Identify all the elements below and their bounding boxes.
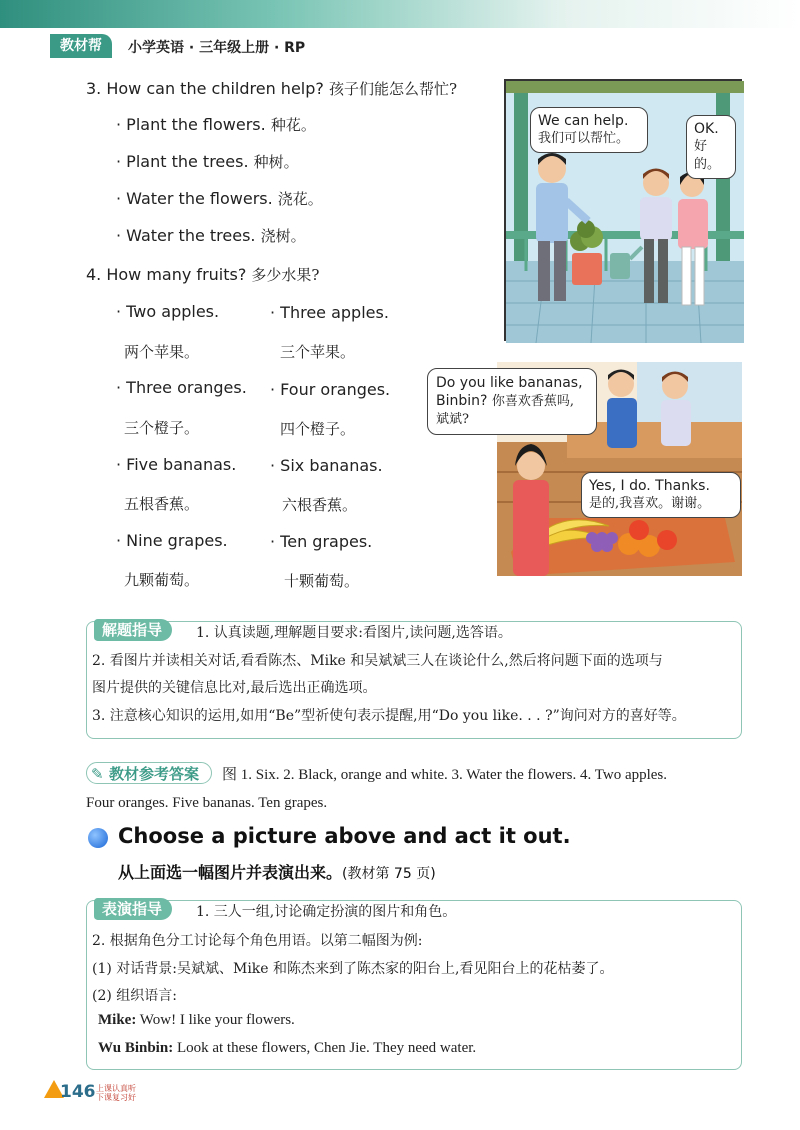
option-zh: 浇花。 bbox=[277, 190, 323, 208]
question-3-en: 3. How can the children help? bbox=[86, 79, 324, 98]
answers-line: Four oranges. Five bananas. Ten grapes. bbox=[86, 795, 328, 811]
guidance-tab-performance: 表演指导 bbox=[94, 898, 172, 920]
bubble-en: OK. bbox=[694, 121, 719, 137]
section-subtitle bbox=[118, 860, 436, 883]
speech-bubble-yes-i-do bbox=[581, 472, 741, 518]
speech-bubble-ok bbox=[686, 115, 736, 179]
bubble-zh: 是的,我喜欢。谢谢。 bbox=[589, 496, 711, 511]
option-en: · Six bananas. bbox=[270, 456, 383, 475]
speech-bubble-do-you-like-bananas bbox=[427, 368, 597, 435]
book-title: 小学英语 · 三年级上册 · RP bbox=[128, 40, 306, 56]
brand-label: 教材帮 bbox=[50, 34, 112, 58]
guidance-line: 2. 根据角色分工讨论每个角色用语。以第二幅图为例: bbox=[92, 933, 423, 949]
footer-slogan-line: 上课认真听 bbox=[96, 1084, 136, 1093]
section-subtitle-text: 从上面选一幅图片并表演出来。 bbox=[118, 863, 343, 882]
question-3-zh: 孩子们能怎么帮忙? bbox=[328, 80, 458, 98]
option-zh: 种树。 bbox=[253, 153, 299, 171]
guidance-line: 2. 看图片并读相关对话,看看陈杰、Mike 和吴斌斌三人在谈论什么,然后将问题下面的选项与 bbox=[92, 653, 663, 669]
guidance-line: (1) 对话背景:吴斌斌、Mike 和陈杰来到了陈杰家的阳台上,看见阳台上的花枯萎了。 bbox=[92, 961, 614, 977]
guidance-tab-problem: 解题指导 bbox=[94, 619, 172, 641]
guidance-line: 图片提供的关键信息比对,最后选出正确选项。 bbox=[92, 680, 377, 696]
bubble-en: Yes, I do. Thanks. bbox=[589, 478, 710, 494]
option-en: · Three oranges. bbox=[116, 378, 247, 397]
header-band bbox=[0, 0, 800, 28]
guidance-line: 1. 三人一组,讨论确定扮演的图片和角色。 bbox=[196, 904, 457, 920]
answers-tab bbox=[86, 762, 212, 784]
option-en: · Water the flowers. bbox=[116, 189, 273, 208]
option-en: · Nine grapes. bbox=[116, 531, 228, 550]
bubble-zh-line1: 你喜欢香蕉吗, bbox=[491, 394, 575, 409]
page-header bbox=[0, 34, 800, 60]
option-item bbox=[116, 188, 323, 209]
section-bullet-icon bbox=[88, 828, 108, 848]
option-en: · Three apples. bbox=[270, 303, 389, 322]
question-4-en: 4. How many fruits? bbox=[86, 265, 247, 284]
section-title: Choose a picture above and act it out. bbox=[118, 824, 571, 848]
option-zh: 三个橙子。 bbox=[124, 419, 200, 437]
option-en: · Four oranges. bbox=[270, 380, 391, 399]
bubble-en: We can help. bbox=[538, 113, 629, 129]
option-zh: 浇树。 bbox=[260, 227, 306, 245]
section-page-ref: (教材第 75 页) bbox=[342, 866, 436, 882]
dialogue-text: Look at these flowers, Chen Jie. They need water. bbox=[173, 1040, 477, 1056]
option-zh: 种花。 bbox=[270, 116, 316, 134]
speaker-name: Mike: bbox=[98, 1012, 137, 1028]
guidance-line: 3. 注意核心知识的运用,如用“Be”型祈使句表示提醒,用“Do you like. . . ?”询问对方的喜好等。 bbox=[92, 708, 686, 724]
bubble-en-line2: Binbin? bbox=[436, 393, 488, 409]
page-number: 146 bbox=[60, 1082, 96, 1102]
dialogue-line bbox=[98, 1012, 295, 1029]
bubble-zh: 我们可以帮忙。 bbox=[538, 131, 630, 146]
bubble-zh-line2: 斌斌? bbox=[436, 412, 469, 427]
speaker-name: Wu Binbin: bbox=[98, 1040, 174, 1056]
option-item bbox=[116, 151, 299, 172]
bubble-en-line1: Do you like bananas, bbox=[436, 375, 583, 391]
option-zh: 四个橙子。 bbox=[280, 420, 356, 438]
option-en: · Plant the flowers. bbox=[116, 115, 266, 134]
option-zh: 九颗葡萄。 bbox=[124, 571, 200, 589]
guidance-line: (2) 组织语言: bbox=[92, 988, 177, 1004]
speech-bubble-we-can-help bbox=[530, 107, 648, 153]
guidance-line: 1. 认真读题,理解题目要求:看图片,读问题,选答语。 bbox=[196, 625, 512, 641]
pencil-icon: ✎ bbox=[91, 765, 104, 783]
option-en: · Plant the trees. bbox=[116, 152, 249, 171]
option-en: · Ten grapes. bbox=[270, 532, 373, 551]
option-zh: 十颗葡萄。 bbox=[284, 572, 360, 590]
question-3 bbox=[86, 78, 457, 99]
illustration-fruits bbox=[436, 362, 742, 576]
option-zh: 五根香蕉。 bbox=[124, 495, 200, 513]
option-item bbox=[116, 225, 306, 246]
dialogue-text: Wow! I like your flowers. bbox=[136, 1012, 295, 1028]
question-4-zh: 多少水果? bbox=[251, 266, 320, 284]
option-zh: 三个苹果。 bbox=[280, 343, 356, 361]
option-en: · Two apples. bbox=[116, 302, 220, 321]
question-4 bbox=[86, 264, 319, 285]
option-item bbox=[116, 114, 316, 135]
option-zh: 两个苹果。 bbox=[124, 343, 200, 361]
option-en: · Five bananas. bbox=[116, 455, 237, 474]
footer-slogan-line: 下课复习好 bbox=[96, 1093, 136, 1102]
option-zh: 六根香蕉。 bbox=[282, 496, 358, 514]
footer-slogan bbox=[96, 1084, 136, 1102]
dialogue-line bbox=[98, 1040, 476, 1057]
answers-line: 图 1. Six. 2. Black, orange and white. 3. Water the flowers. 4. Two apples. bbox=[222, 767, 668, 783]
option-en: · Water the trees. bbox=[116, 226, 256, 245]
bubble-zh: 好的。 bbox=[694, 139, 721, 172]
answers-tab-label: 教材参考答案 bbox=[109, 765, 200, 783]
illustration-balcony bbox=[504, 79, 742, 341]
